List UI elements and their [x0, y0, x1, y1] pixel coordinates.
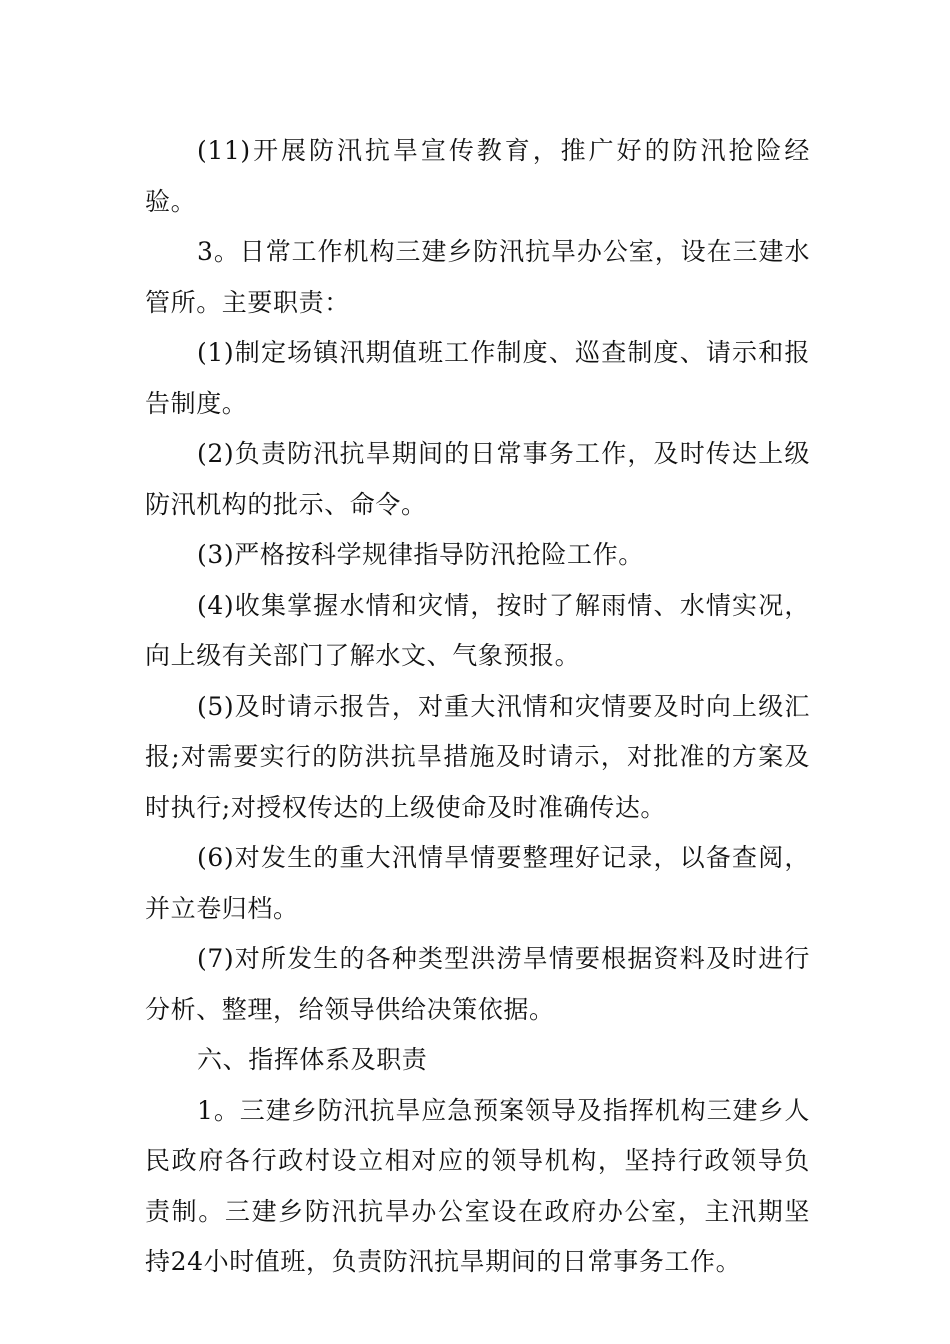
- paragraph-duty-1: (1)制定场镇汛期值班工作制度、巡查制度、请示和报告制度。: [145, 338, 810, 418]
- paragraph-command-leadership: 1。三建乡防汛抗旱应急预案领导及指挥机构三建乡人民政府各行政村设立相对应的领导机构，坚持行政领导负责制。三建乡防汛抗旱办公室设在政府办公室，主汛期坚持24小时值班，负责防汛抗旱期间的日常事务工作。: [145, 1095, 810, 1276]
- paragraph-item-11-publicity: (11)开展防汛抗旱宣传教育，推广好的防汛抢险经验。: [145, 136, 810, 216]
- paragraph-duty-7: (7)对所发生的各种类型洪涝旱情要根据资料及时进行分析、整理，给领导供给决策依据。: [145, 944, 810, 1024]
- paragraph-duty-4: (4)收集掌握水情和灾情，按时了解雨情、水情实况，向上级有关部门了解水文、气象预报。: [145, 590, 810, 670]
- paragraph-daily-office: 3。日常工作机构三建乡防汛抗旱办公室，设在三建水管所。主要职责：: [145, 237, 810, 317]
- paragraph-duty-2: (2)负责防汛抗旱期间的日常事务工作，及时传达上级防汛机构的批示、命令。: [145, 439, 810, 519]
- section-heading-command-system: 六、指挥体系及职责: [197, 1045, 428, 1074]
- paragraph-duty-3: (3)严格按科学规律指导防汛抢险工作。: [197, 540, 644, 569]
- document-body: [145, 126, 810, 1288]
- paragraph-duty-6: (6)对发生的重大汛情旱情要整理好记录，以备查阅，并立卷归档。: [145, 843, 810, 923]
- paragraph-duty-5: (5)及时请示报告，对重大汛情和灾情要及时向上级汇报;对需要实行的防洪抗旱措施及时请示，对批准的方案及时执行;对授权传达的上级使命及时准确传达。: [145, 691, 810, 822]
